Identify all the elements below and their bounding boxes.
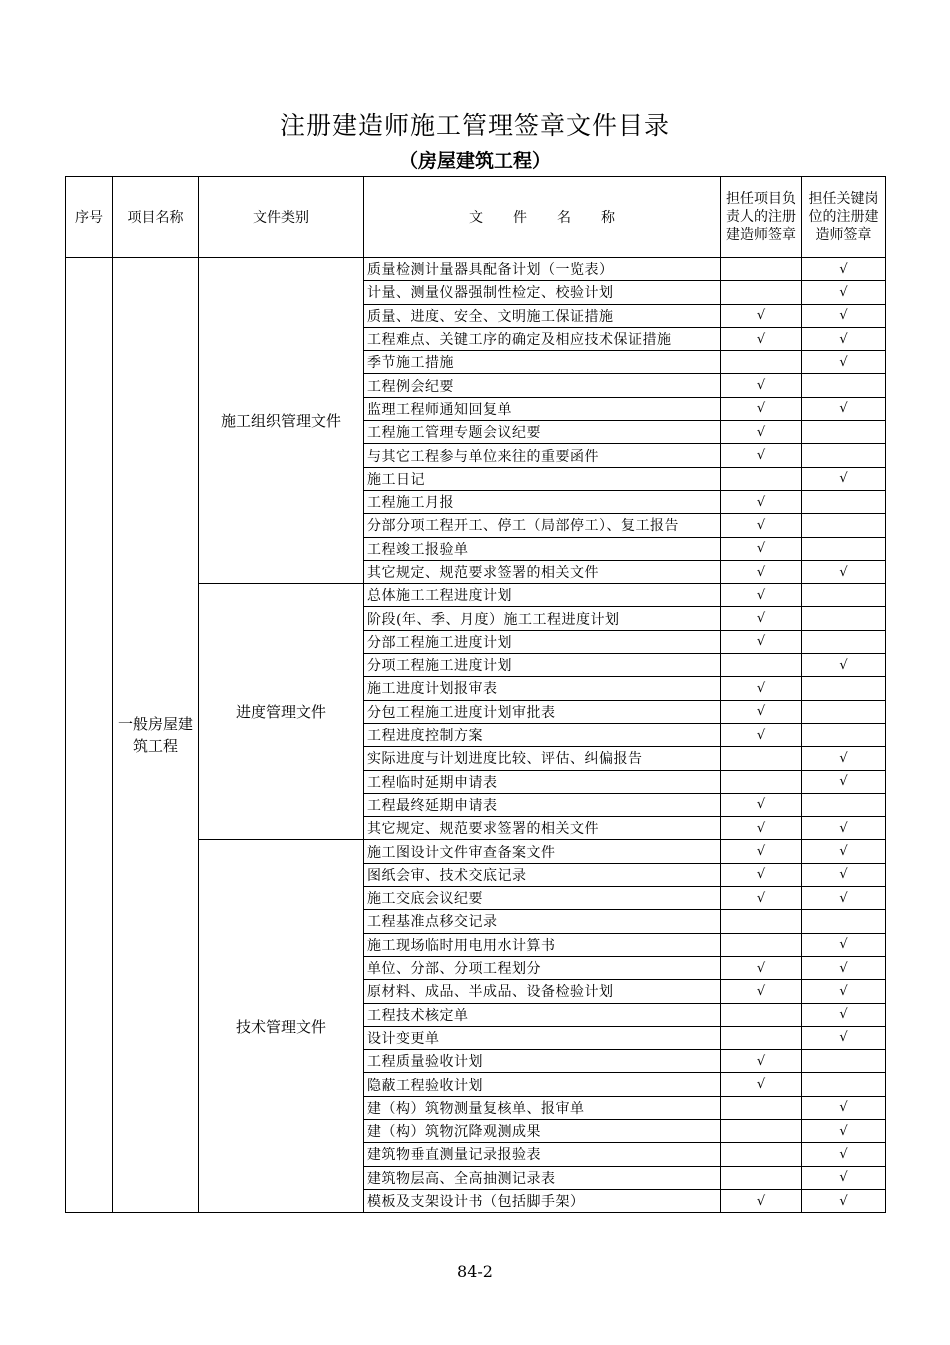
file-name-cell: 模板及支架设计书（包括脚手架） xyxy=(364,1189,721,1212)
signature-mark-a: √ xyxy=(721,1189,802,1212)
signature-mark-b: √ xyxy=(802,933,886,956)
signature-mark-a xyxy=(721,910,802,933)
signature-mark-b: √ xyxy=(802,1026,886,1049)
signature-mark-a: √ xyxy=(721,863,802,886)
signature-mark-b: √ xyxy=(802,560,886,583)
file-name-cell: 建筑物垂直测量记录报验表 xyxy=(364,1143,721,1166)
signature-mark-a: √ xyxy=(721,700,802,723)
category-cell: 施工组织管理文件 xyxy=(199,258,364,584)
signature-mark-a xyxy=(721,747,802,770)
file-name-cell: 建（构）筑物沉降观测成果 xyxy=(364,1119,721,1142)
signature-mark-b xyxy=(802,677,886,700)
header-category: 文件类别 xyxy=(199,177,364,258)
file-name-cell: 工程竣工报验单 xyxy=(364,537,721,560)
category-cell: 技术管理文件 xyxy=(199,840,364,1213)
signature-mark-b xyxy=(802,421,886,444)
file-name-cell: 施工日记 xyxy=(364,467,721,490)
signature-file-table xyxy=(65,176,886,1213)
page-number: 84-2 xyxy=(457,1262,493,1281)
signature-mark-a: √ xyxy=(721,793,802,816)
signature-mark-b xyxy=(802,1050,886,1073)
signature-mark-b: √ xyxy=(802,887,886,910)
signature-mark-a xyxy=(721,351,802,374)
signature-mark-b xyxy=(802,584,886,607)
signature-mark-b xyxy=(802,514,886,537)
header-col-a: 担任项目负责人的注册建造师签章 xyxy=(721,177,802,258)
signature-mark-b xyxy=(802,537,886,560)
signature-mark-b xyxy=(802,444,886,467)
file-name-cell: 图纸会审、技术交底记录 xyxy=(364,863,721,886)
signature-mark-b: √ xyxy=(802,840,886,863)
signature-mark-b: √ xyxy=(802,397,886,420)
signature-mark-b: √ xyxy=(802,258,886,281)
signature-mark-a: √ xyxy=(721,374,802,397)
table-header-row xyxy=(66,177,886,258)
signature-mark-b: √ xyxy=(802,1143,886,1166)
signature-mark-b: √ xyxy=(802,327,886,350)
signature-mark-b: √ xyxy=(802,654,886,677)
file-name-cell: 分部工程施工进度计划 xyxy=(364,630,721,653)
signature-mark-b: √ xyxy=(802,863,886,886)
signature-mark-a: √ xyxy=(721,817,802,840)
file-name-cell: 实际进度与计划进度比较、评估、纠偏报告 xyxy=(364,747,721,770)
header-col-b: 担任关键岗位的注册建造师签章 xyxy=(802,177,886,258)
header-project: 项目名称 xyxy=(113,177,199,258)
file-name-cell: 季节施工措施 xyxy=(364,351,721,374)
file-name-cell: 单位、分部、分项工程划分 xyxy=(364,956,721,979)
signature-mark-b: √ xyxy=(802,980,886,1003)
file-name-cell: 计量、测量仪器强制性检定、校验计划 xyxy=(364,281,721,304)
file-name-cell: 原材料、成品、半成品、设备检验计划 xyxy=(364,980,721,1003)
file-name-cell: 工程最终延期申请表 xyxy=(364,793,721,816)
signature-mark-a: √ xyxy=(721,677,802,700)
file-name-cell: 隐蔽工程验收计划 xyxy=(364,1073,721,1096)
signature-mark-a xyxy=(721,258,802,281)
project-name-cell: 一般房屋建筑工程 xyxy=(113,258,199,1213)
signature-mark-a: √ xyxy=(721,630,802,653)
signature-mark-b: √ xyxy=(802,467,886,490)
file-name-cell: 工程施工月报 xyxy=(364,490,721,513)
file-name-cell: 施工现场临时用电用水计算书 xyxy=(364,933,721,956)
file-name-cell: 其它规定、规范要求签署的相关文件 xyxy=(364,817,721,840)
file-name-cell: 施工交底会议纪要 xyxy=(364,887,721,910)
signature-mark-b: √ xyxy=(802,747,886,770)
signature-mark-a: √ xyxy=(721,840,802,863)
signature-mark-a xyxy=(721,1003,802,1026)
signature-mark-a: √ xyxy=(721,723,802,746)
signature-mark-a: √ xyxy=(721,537,802,560)
table-body xyxy=(66,258,886,1213)
signature-mark-a: √ xyxy=(721,607,802,630)
file-name-cell: 建筑物层高、全高抽测记录表 xyxy=(364,1166,721,1189)
file-name-cell: 分包工程施工进度计划审批表 xyxy=(364,700,721,723)
signature-mark-a: √ xyxy=(721,980,802,1003)
signature-mark-b xyxy=(802,910,886,933)
signature-mark-a: √ xyxy=(721,490,802,513)
signature-mark-b xyxy=(802,374,886,397)
signature-mark-b xyxy=(802,793,886,816)
signature-mark-a: √ xyxy=(721,560,802,583)
file-name-cell: 分项工程施工进度计划 xyxy=(364,654,721,677)
signature-mark-a xyxy=(721,467,802,490)
signature-mark-a xyxy=(721,1166,802,1189)
file-name-cell: 设计变更单 xyxy=(364,1026,721,1049)
file-name-cell: 总体施工工程进度计划 xyxy=(364,584,721,607)
signature-mark-a: √ xyxy=(721,1073,802,1096)
signature-mark-b: √ xyxy=(802,1096,886,1119)
signature-mark-a: √ xyxy=(721,514,802,537)
file-name-cell: 与其它工程参与单位来往的重要函件 xyxy=(364,444,721,467)
signature-mark-b: √ xyxy=(802,956,886,979)
signature-mark-a xyxy=(721,770,802,793)
signature-mark-a: √ xyxy=(721,444,802,467)
signature-mark-a: √ xyxy=(721,304,802,327)
file-name-cell: 工程进度控制方案 xyxy=(364,723,721,746)
file-name-cell: 工程临时延期申请表 xyxy=(364,770,721,793)
signature-mark-a xyxy=(721,1026,802,1049)
signature-mark-a: √ xyxy=(721,397,802,420)
file-name-cell: 阶段(年、季、月度）施工工程进度计划 xyxy=(364,607,721,630)
file-name-cell: 质量、进度、安全、文明施工保证措施 xyxy=(364,304,721,327)
file-name-cell: 施工进度计划报审表 xyxy=(364,677,721,700)
category-cell: 进度管理文件 xyxy=(199,584,364,840)
file-name-cell: 工程难点、关键工序的确定及相应技术保证措施 xyxy=(364,327,721,350)
signature-mark-a: √ xyxy=(721,421,802,444)
header-file-name: 文件名称 xyxy=(364,177,721,258)
signature-mark-a: √ xyxy=(721,956,802,979)
signature-mark-b xyxy=(802,1073,886,1096)
file-name-cell: 建（构）筑物测量复核单、报审单 xyxy=(364,1096,721,1119)
document-subtitle: （房屋建筑工程） xyxy=(398,150,551,172)
file-name-cell: 质量检测计量器具配备计划（一览表） xyxy=(364,258,721,281)
signature-mark-b: √ xyxy=(802,351,886,374)
signature-mark-b: √ xyxy=(802,304,886,327)
file-name-cell: 工程基准点移交记录 xyxy=(364,910,721,933)
signature-mark-a xyxy=(721,1143,802,1166)
signature-mark-b xyxy=(802,490,886,513)
file-name-cell: 监理工程师通知回复单 xyxy=(364,397,721,420)
file-name-cell: 工程施工管理专题会议纪要 xyxy=(364,421,721,444)
row-number-cell xyxy=(66,258,113,1213)
signature-mark-a xyxy=(721,1096,802,1119)
signature-mark-a xyxy=(721,1119,802,1142)
file-name-cell: 工程技术核定单 xyxy=(364,1003,721,1026)
signature-mark-b: √ xyxy=(802,1166,886,1189)
signature-mark-b: √ xyxy=(802,281,886,304)
file-name-cell: 工程例会纪要 xyxy=(364,374,721,397)
document-title: 注册建造师施工管理签章文件目录 xyxy=(279,111,670,140)
signature-mark-a xyxy=(721,281,802,304)
file-name-cell: 工程质量验收计划 xyxy=(364,1050,721,1073)
table-row xyxy=(66,258,886,281)
signature-mark-a: √ xyxy=(721,1050,802,1073)
signature-mark-b xyxy=(802,630,886,653)
signature-mark-a: √ xyxy=(721,584,802,607)
signature-mark-b xyxy=(802,700,886,723)
signature-mark-a xyxy=(721,933,802,956)
signature-mark-a: √ xyxy=(721,327,802,350)
file-name-cell: 分部分项工程开工、停工（局部停工）、复工报告 xyxy=(364,514,721,537)
file-name-cell: 其它规定、规范要求签署的相关文件 xyxy=(364,560,721,583)
signature-mark-b: √ xyxy=(802,770,886,793)
signature-mark-b: √ xyxy=(802,1119,886,1142)
file-name-cell: 施工图设计文件审查备案文件 xyxy=(364,840,721,863)
signature-mark-a xyxy=(721,654,802,677)
signature-mark-b: √ xyxy=(802,817,886,840)
signature-mark-b: √ xyxy=(802,1003,886,1026)
header-no: 序号 xyxy=(66,177,113,258)
signature-mark-b xyxy=(802,723,886,746)
signature-mark-b: √ xyxy=(802,1189,886,1212)
signature-mark-a: √ xyxy=(721,887,802,910)
signature-mark-b xyxy=(802,607,886,630)
